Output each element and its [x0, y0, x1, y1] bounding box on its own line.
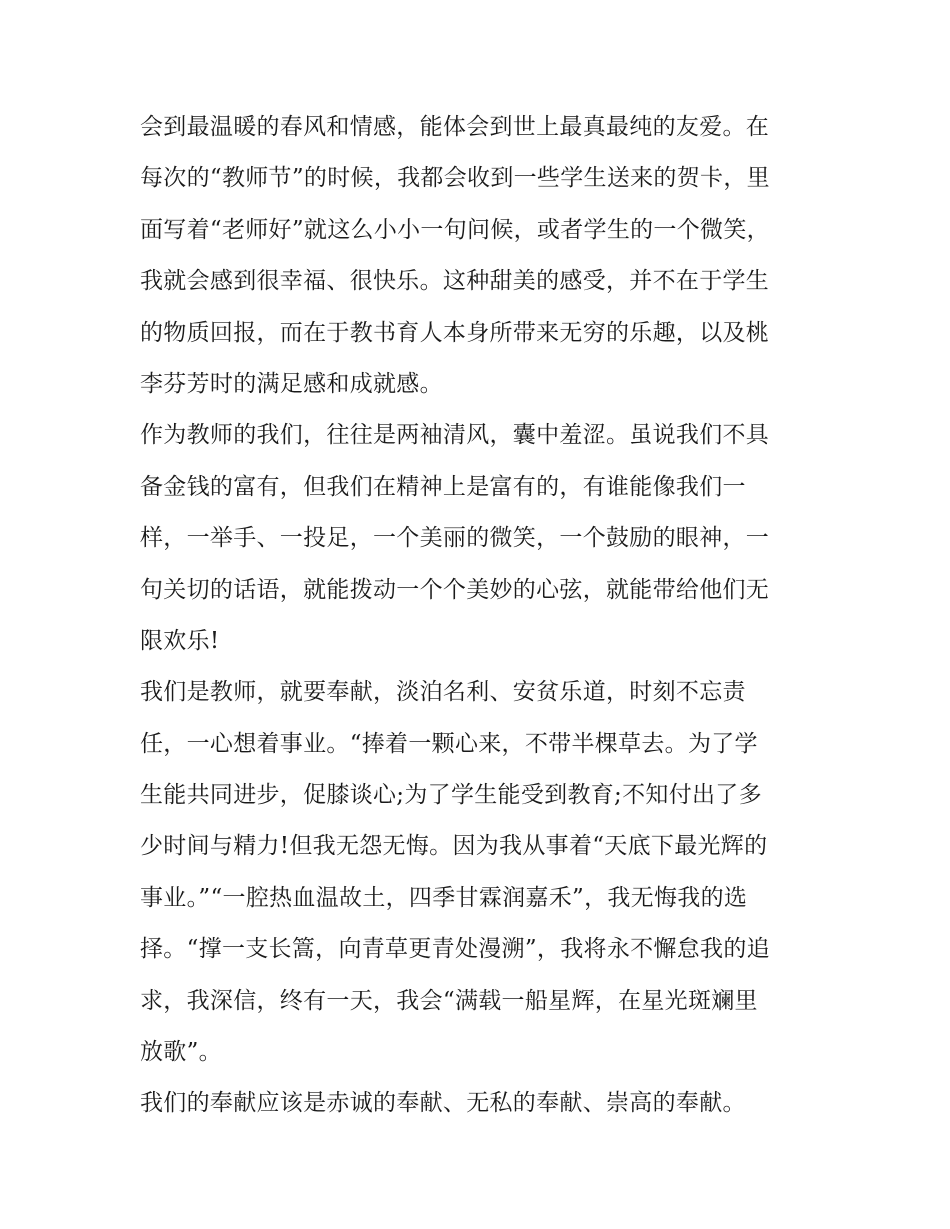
paragraph [140, 667, 816, 1078]
text-line: 求，我深信，终有一天，我会“满载一船星辉，在星光斑斓里 [140, 987, 758, 1014]
text-line: 的物质回报，而在于教书育人本身所带来无穷的乐趣，以及桃 [140, 319, 770, 346]
text-line: 句关切的话语，就能拨动一个个美妙的心弦，就能带给他们无 [140, 576, 770, 603]
text-line: 生能共同进步，促膝谈心;为了学生能受到教育;不知付出了多 [140, 782, 762, 809]
text-line: 每次的“教师节”的时候，我都会收到一些学生送来的贺卡，里 [140, 165, 770, 192]
body-text [140, 102, 816, 1130]
text-line: 李芬芳时的满足感和成就感。 [140, 370, 443, 397]
text-line: 限欢乐! [140, 627, 220, 654]
text-line: 我就会感到很幸福、很快乐。这种甜美的感受，并不在于学生 [140, 268, 770, 295]
paragraph [140, 102, 816, 410]
text-line: 面写着“老师好”就这么小小一句问候，或者学生的一个微笑， [140, 216, 770, 243]
text-line: 事业。”“一腔热血温故土，四季甘霖润嘉禾”，我无悔我的选 [140, 884, 748, 911]
text-line: 择。“撑一支长篙，向青草更青处漫溯”，我将永不懈怠我的追 [140, 936, 770, 963]
text-line: 我们的奉献应该是赤诚的奉献、无私的奉献、崇高的奉献。 [140, 1090, 746, 1117]
text-line: 放歌”。 [140, 1039, 222, 1066]
text-line: 会到最温暖的春风和情感，能体会到世上最真最纯的友爱。在 [140, 114, 770, 140]
text-line: 样，一举手、一投足，一个美丽的微笑，一个鼓励的眼神，一 [140, 525, 770, 552]
paragraph [140, 410, 816, 667]
text-line: 任，一心想着事业。“捧着一颗心来，不带半棵草去。为了学 [140, 730, 758, 757]
text-line: 我们是教师，就要奉献，淡泊名利、安贫乐道，时刻不忘责 [140, 679, 746, 706]
text-line: 少时间与精力!但我无怨无悔。因为我从事着“天底下最光辉的 [140, 833, 768, 860]
text-line: 备金钱的富有，但我们在精神上是富有的，有谁能像我们一 [140, 473, 746, 500]
text-line: 作为教师的我们，往往是两袖清风，囊中羞涩。虽说我们不具 [140, 422, 770, 449]
paragraph [140, 1078, 816, 1129]
